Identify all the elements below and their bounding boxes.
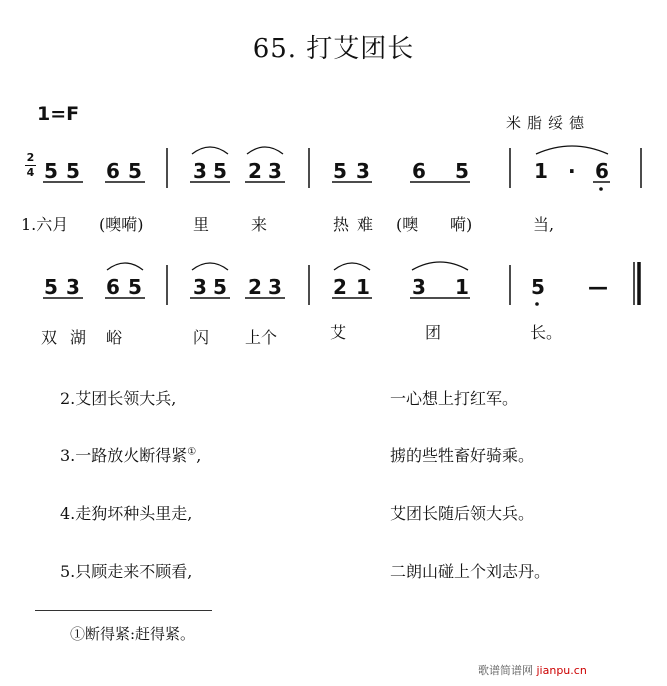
note: 3 bbox=[356, 159, 370, 183]
note: 5 bbox=[213, 159, 227, 183]
lyric: 1.六月 bbox=[21, 215, 69, 234]
note: 5 bbox=[531, 275, 545, 299]
note: 5 bbox=[128, 159, 142, 183]
note: 2 bbox=[248, 275, 262, 299]
note: 6 bbox=[106, 159, 120, 183]
verse-left: 2.艾团长领大兵, bbox=[60, 389, 177, 408]
page-title: 65. 打艾团长 bbox=[252, 34, 415, 64]
verse-right: 艾团长随后领大兵。 bbox=[390, 504, 535, 523]
note: 5 bbox=[128, 275, 142, 299]
lyric: 热 bbox=[333, 215, 350, 234]
note: 5 bbox=[66, 159, 80, 183]
footnote: ①断得紧:赶得紧。 bbox=[70, 625, 196, 643]
lyric: 嗬) bbox=[450, 215, 473, 234]
lyric: 长。 bbox=[530, 323, 563, 342]
watermark bbox=[478, 662, 587, 678]
lyric: 湖 bbox=[70, 328, 87, 347]
note: 3 bbox=[193, 159, 207, 183]
note: 3 bbox=[268, 159, 282, 183]
note: 3 bbox=[412, 275, 426, 299]
lyric: 团 bbox=[425, 323, 442, 342]
note: 5 bbox=[44, 275, 58, 299]
note: — bbox=[588, 275, 608, 299]
footnote-marker: ① bbox=[187, 446, 197, 458]
note: 1 bbox=[455, 275, 469, 299]
lyric: 难 bbox=[357, 215, 374, 234]
verse-left: 3.一路放火断得紧①, bbox=[60, 446, 202, 465]
lyric: 当, bbox=[533, 215, 555, 234]
note: 5 bbox=[455, 159, 469, 183]
note: 5 bbox=[333, 159, 347, 183]
time-signature-top: 2 bbox=[26, 151, 35, 164]
note: 6 bbox=[595, 159, 609, 183]
watermark-site: 歌谱简谱网 bbox=[478, 664, 533, 677]
note: 1 bbox=[534, 159, 548, 183]
note: 2 bbox=[248, 159, 262, 183]
lyric: (噢嗬) bbox=[99, 215, 144, 234]
note: 1 bbox=[356, 275, 370, 299]
watermark-domain: jianpu.cn bbox=[536, 664, 587, 677]
note: 6 bbox=[106, 275, 120, 299]
note: 5 bbox=[44, 159, 58, 183]
verse-left: 5.只顾走来不顾看, bbox=[60, 562, 193, 581]
note: 3 bbox=[268, 275, 282, 299]
verse-right: 二朗山碰上个刘志丹。 bbox=[390, 562, 551, 581]
key-signature: 1=F bbox=[37, 103, 80, 125]
verse-right: 掳的些牲畜好骑乘。 bbox=[390, 446, 535, 465]
note: 6 bbox=[412, 159, 426, 183]
lyric: 上个 bbox=[245, 328, 278, 347]
note: 3 bbox=[193, 275, 207, 299]
note: 2 bbox=[333, 275, 347, 299]
lyric: 艾 bbox=[330, 323, 347, 342]
time-signature-bottom: 4 bbox=[26, 166, 35, 179]
footnote-divider bbox=[35, 610, 212, 611]
lyric: 里 bbox=[193, 215, 210, 234]
note: · bbox=[568, 159, 576, 183]
lyric: 峪 bbox=[106, 328, 123, 347]
verse-left: 4.走狗坏种头里走, bbox=[60, 504, 193, 523]
note: 5 bbox=[213, 275, 227, 299]
lyric: 闪 bbox=[193, 328, 210, 347]
composer-origin: 米脂绥德 bbox=[506, 114, 591, 132]
verse-right: 一心想上打红军。 bbox=[390, 389, 519, 408]
note: 3 bbox=[66, 275, 80, 299]
lyric: 双 bbox=[41, 328, 58, 347]
lyric: 来 bbox=[251, 215, 268, 234]
lyric: (噢 bbox=[396, 215, 419, 234]
